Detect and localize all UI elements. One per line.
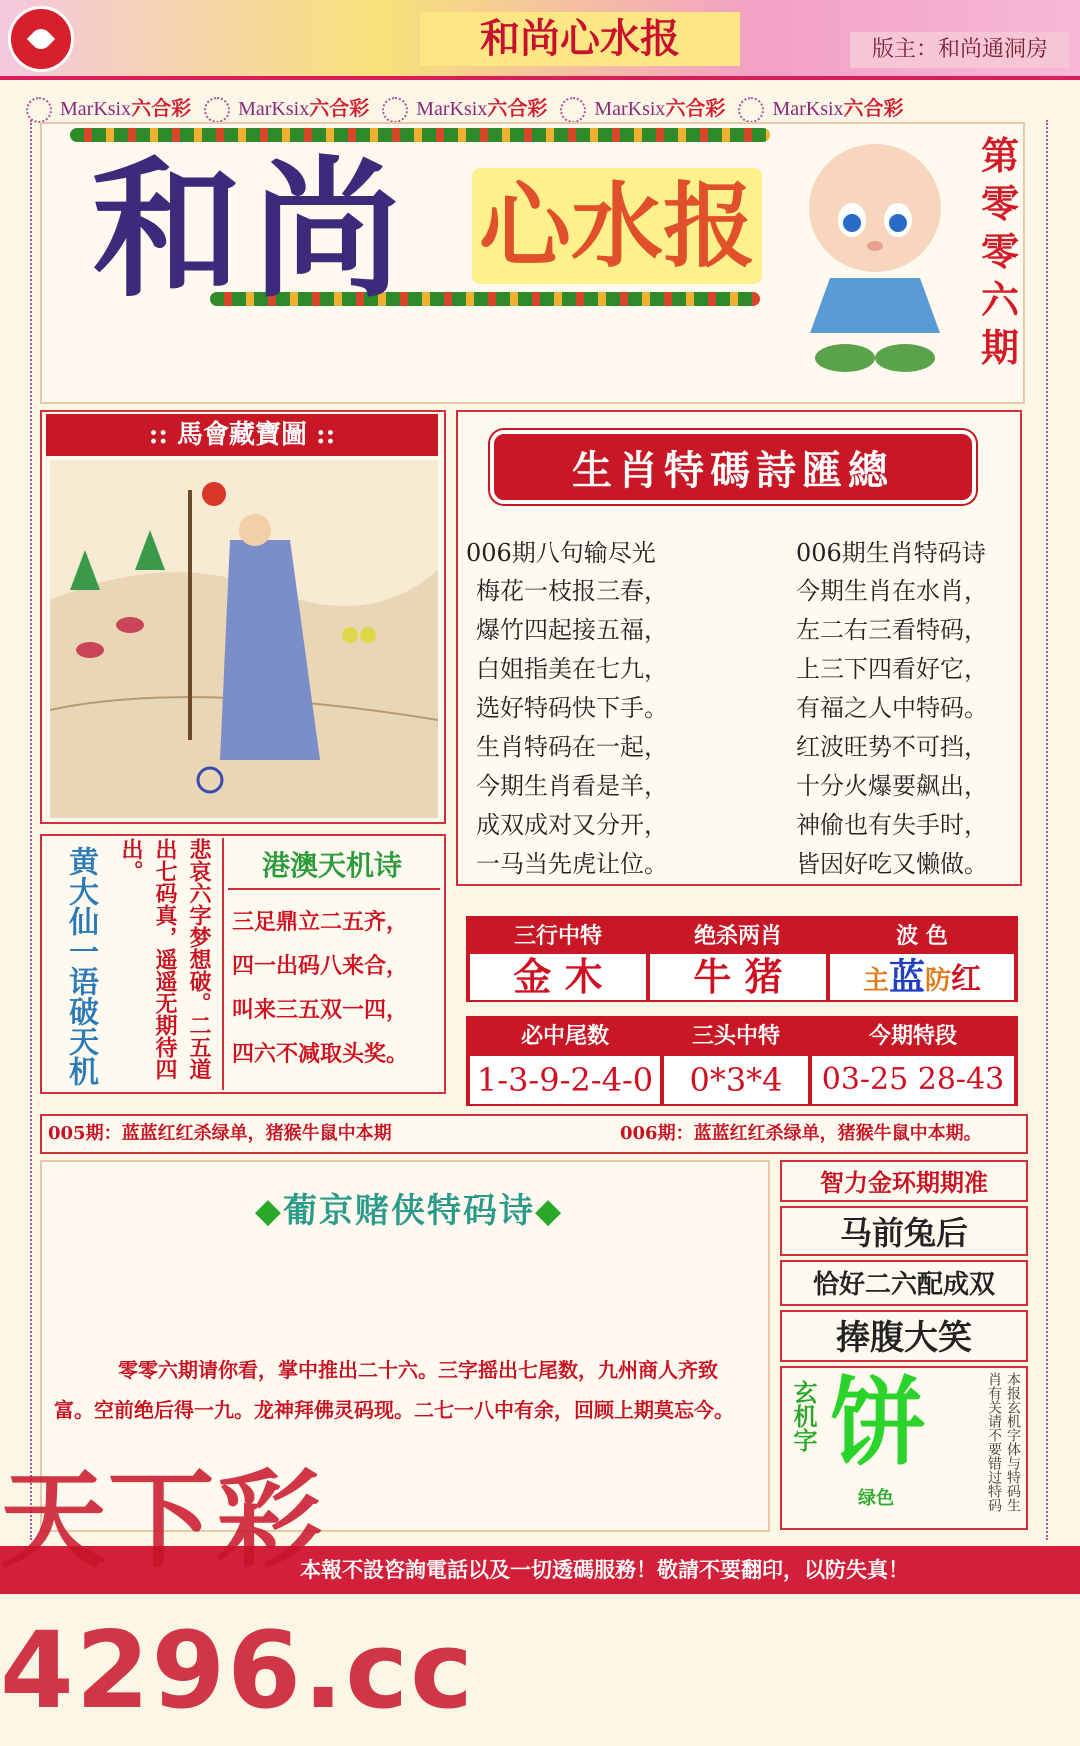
emblem-logo xyxy=(8,6,74,72)
gangao-line: 四六不减取头奖。 xyxy=(232,1041,409,1067)
border-strip-right xyxy=(1046,120,1072,1540)
history-curr: 006期：蓝蓝红红杀绿单，猪猴牛鼠中本期。 xyxy=(620,1123,982,1144)
xuanji-label: 玄机字 xyxy=(789,1380,818,1452)
poem-line: 有福之人中特码。 xyxy=(796,694,988,722)
site-watermark: 天下彩 4296.cc xyxy=(0,1459,475,1732)
poem-line: 今期生肖在水肖， xyxy=(796,577,988,605)
verse-col: 待四出。 xyxy=(118,838,178,1080)
border-strip-left xyxy=(6,120,32,1540)
poem-line: 梅花一枝报三春， xyxy=(476,577,668,605)
bottom-notice: 本報不設咨詢電話以及一切透碼服務！敬請不要翻印，以防失真！ xyxy=(300,1557,909,1582)
xuanji-char: 饼 xyxy=(830,1366,926,1479)
border-brand: MarKsix xyxy=(416,98,488,120)
wave-red: 红 xyxy=(951,962,982,997)
poem-line: 上三下四看好它， xyxy=(796,655,988,683)
gambler-title xyxy=(214,1186,604,1236)
diamond-icon: ◆ xyxy=(535,1191,564,1231)
table-value: 0*3*4 xyxy=(664,1056,808,1104)
table-header: 必中尾数 xyxy=(470,1018,660,1056)
table-value: 1-3-9-2-4-0 xyxy=(470,1056,660,1104)
poem-line: 生肖特码在一起， xyxy=(476,733,668,761)
wave-main: 主 xyxy=(862,966,889,996)
table-header: 今期特段 xyxy=(812,1018,1014,1056)
huangdaxian-title: 黄大仙一语破天机 xyxy=(63,846,98,1086)
wave-blue: 蓝 xyxy=(888,956,925,998)
poem-right-body xyxy=(796,572,1016,884)
table-header: 绝杀两肖 xyxy=(650,918,826,956)
border-brand-cn: 六合彩 xyxy=(309,98,370,120)
flower-icon xyxy=(738,97,764,123)
border-brand-cn: 六合彩 xyxy=(665,98,726,120)
poem-line: 十分火爆要飙出， xyxy=(796,772,988,800)
xuanji-color: 绿色 xyxy=(858,1488,894,1509)
poem-line: 成双成对又分开， xyxy=(476,811,668,839)
gangao-title: 港澳天机诗 xyxy=(261,849,402,882)
garland-top xyxy=(70,128,770,142)
history-prev: 005期：蓝蓝红红杀绿单，猪猴牛鼠中本期 xyxy=(48,1123,392,1144)
border-brand: MarKsix xyxy=(594,98,666,120)
poem-line: 一马当先虎让位。 xyxy=(476,850,668,878)
border-brand: MarKsix xyxy=(60,98,132,120)
flower-icon xyxy=(560,97,586,123)
treasure-map-title: :: 馬會藏寶圖 :: xyxy=(46,414,438,456)
gambler-title-text: 葡京赌侠特码诗 xyxy=(283,1191,535,1231)
poem-left-body xyxy=(476,572,716,884)
wave-guard: 防 xyxy=(925,966,952,996)
verse-col: 悲哀六字梦想破 xyxy=(186,838,212,992)
gangao-poem xyxy=(232,900,438,1080)
side-zodiac: 马前兔后 xyxy=(780,1206,1028,1256)
monk-illustration xyxy=(790,128,960,378)
poem-line: 左二右三看特码， xyxy=(796,616,988,644)
table-header: 波 色 xyxy=(830,918,1014,956)
table-value: 03-25 28-43 xyxy=(812,1056,1014,1104)
poems-title: 生肖特碼詩匯總 xyxy=(490,430,976,504)
poem-line: 今期生肖看是羊， xyxy=(476,772,668,800)
table-header: 三行中特 xyxy=(470,918,646,956)
poem-line: 神偷也有失手时， xyxy=(796,811,988,839)
side-slogan-2: 恰好二六配成双 xyxy=(780,1260,1028,1306)
poem-line: 白姐指美在七九， xyxy=(476,655,668,683)
table-header: 三头中特 xyxy=(664,1018,808,1056)
side-slogan: 智力金环期期准 xyxy=(780,1160,1028,1202)
border-brand-cn: 六合彩 xyxy=(843,98,904,120)
verse-col: 。二五 xyxy=(186,992,212,1058)
treasure-map-image xyxy=(50,460,438,818)
border-brand: MarKsix xyxy=(238,98,310,120)
xuanji-note: 本报玄机字体与特码生肖有关请不要错过特码 xyxy=(986,1372,1021,1512)
poem-line: 皆因好吃又懒做。 xyxy=(796,850,988,878)
masthead-subtitle: 心水报 xyxy=(472,168,762,284)
poem-line: 选好特码快下手。 xyxy=(476,694,668,722)
masthead-title: 和尚 xyxy=(92,142,413,318)
poem-line: 红波旺势不可挡， xyxy=(796,733,988,761)
table-value: 金 木 xyxy=(470,954,646,1000)
verse-col: 道出七码真，遥遥无期 xyxy=(152,838,212,1080)
flower-icon xyxy=(204,97,230,123)
gambler-poem: 零零六期请你看，掌中推出二十六。三字摇出七尾数，九州商人齐致富。空前绝后得一九。龙神拜佛灵码现。二七一八中有余，回顾上期莫忘今。 xyxy=(54,1358,734,1422)
editor-credit: 版主：和尚通洞房 xyxy=(850,32,1070,68)
divider xyxy=(228,888,440,890)
border-brand-cn: 六合彩 xyxy=(487,98,548,120)
poem-left-heading: 006期八句输尽光 xyxy=(466,539,656,567)
diamond-icon: ◆ xyxy=(254,1191,283,1231)
gangao-line: 三足鼎立二五齐， xyxy=(232,909,409,935)
wave-color-value xyxy=(830,954,1014,1000)
border-brand: MarKsix xyxy=(772,98,844,120)
table-value: 牛 猪 xyxy=(650,954,826,1000)
gangao-line: 叫来三五双一四， xyxy=(232,997,409,1023)
gangao-line: 四一出码八来合， xyxy=(232,953,409,979)
border-brand-cn: 六合彩 xyxy=(131,98,192,120)
border-strip-top xyxy=(18,92,1068,120)
poem-right-heading: 006期生肖特码诗 xyxy=(796,539,986,567)
flower-icon xyxy=(382,97,408,123)
issue-number: 第零零六期 xyxy=(980,133,1019,370)
divider xyxy=(222,838,224,1090)
top-title: 和尚心水报 xyxy=(420,12,740,66)
poem-line: 爆竹四起接五福， xyxy=(476,616,668,644)
side-laugh: 捧腹大笑 xyxy=(780,1310,1028,1362)
huangdaxian-verse xyxy=(110,838,216,1090)
